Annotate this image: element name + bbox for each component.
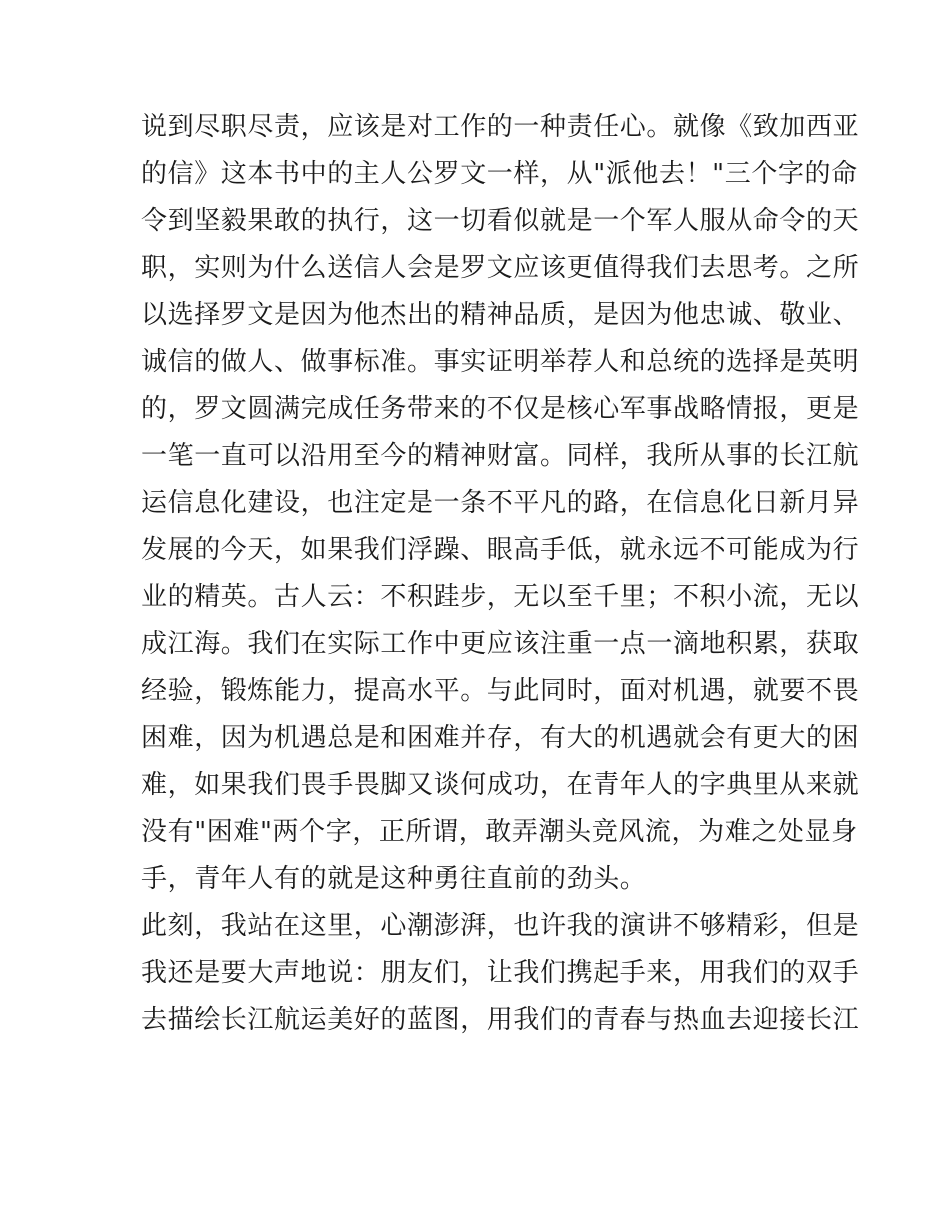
text-line: 职，实则为什么送信人会是罗文应该更值得我们去思考。之所 [141, 253, 860, 283]
text-line: 的信》这本书中的主人公罗文一样，从"派他去！"三个字的命 [141, 159, 858, 189]
text-line: 业的精英。古人云：不积跬步，无以至千里；不积小流，无以 [141, 582, 860, 612]
text-line: 一笔一直可以沿用至今的精神财富。同样，我所从事的长江航 [141, 441, 860, 471]
text-line: 的，罗文圆满完成任务带来的不仅是核心军事战略情报，更是 [141, 394, 860, 424]
text-line: 此刻，我站在这里，心潮澎湃，也许我的演讲不够精彩，但是 [141, 911, 860, 941]
text-line: 去描绘长江航运美好的蓝图，用我们的青春与热血去迎接长江 [141, 1005, 860, 1035]
text-line: 困难，因为机遇总是和困难并存，有大的机遇就会有更大的困 [141, 723, 860, 753]
text-line: 没有"困难"两个字，正所谓，敢弄潮头竞风流，为难之处显身 [141, 817, 858, 847]
paragraph-1 [141, 104, 860, 903]
text-line: 发展的今天，如果我们浮躁、眼高手低，就永远不可能成为行 [141, 535, 860, 565]
text-line: 以选择罗文是因为他杰出的精神品质，是因为他忠诚、敬业、 [141, 300, 860, 330]
text-line: 成江海。我们在实际工作中更应该注重一点一滴地积累，获取 [141, 629, 860, 659]
text-line: 令到坚毅果敢的执行，这一切看似就是一个军人服从命令的天 [141, 206, 860, 236]
text-line: 手，青年人有的就是这种勇往直前的劲头。 [141, 864, 647, 894]
text-line: 难，如果我们畏手畏脚又谈何成功，在青年人的字典里从来就 [141, 770, 860, 800]
text-line: 运信息化建设，也注定是一条不平凡的路，在信息化日新月异 [141, 488, 860, 518]
text-line: 经验，锻炼能力，提高水平。与此同时，面对机遇，就要不畏 [141, 676, 860, 706]
text-line: 说到尽职尽责，应该是对工作的一种责任心。就像《致加西亚 [141, 112, 860, 142]
text-line: 我还是要大声地说：朋友们，让我们携起手来，用我们的双手 [141, 958, 860, 988]
document-body [141, 104, 860, 1044]
paragraph-2 [141, 903, 860, 1044]
text-line: 诚信的做人、做事标准。事实证明举荐人和总统的选择是英明 [141, 347, 860, 377]
